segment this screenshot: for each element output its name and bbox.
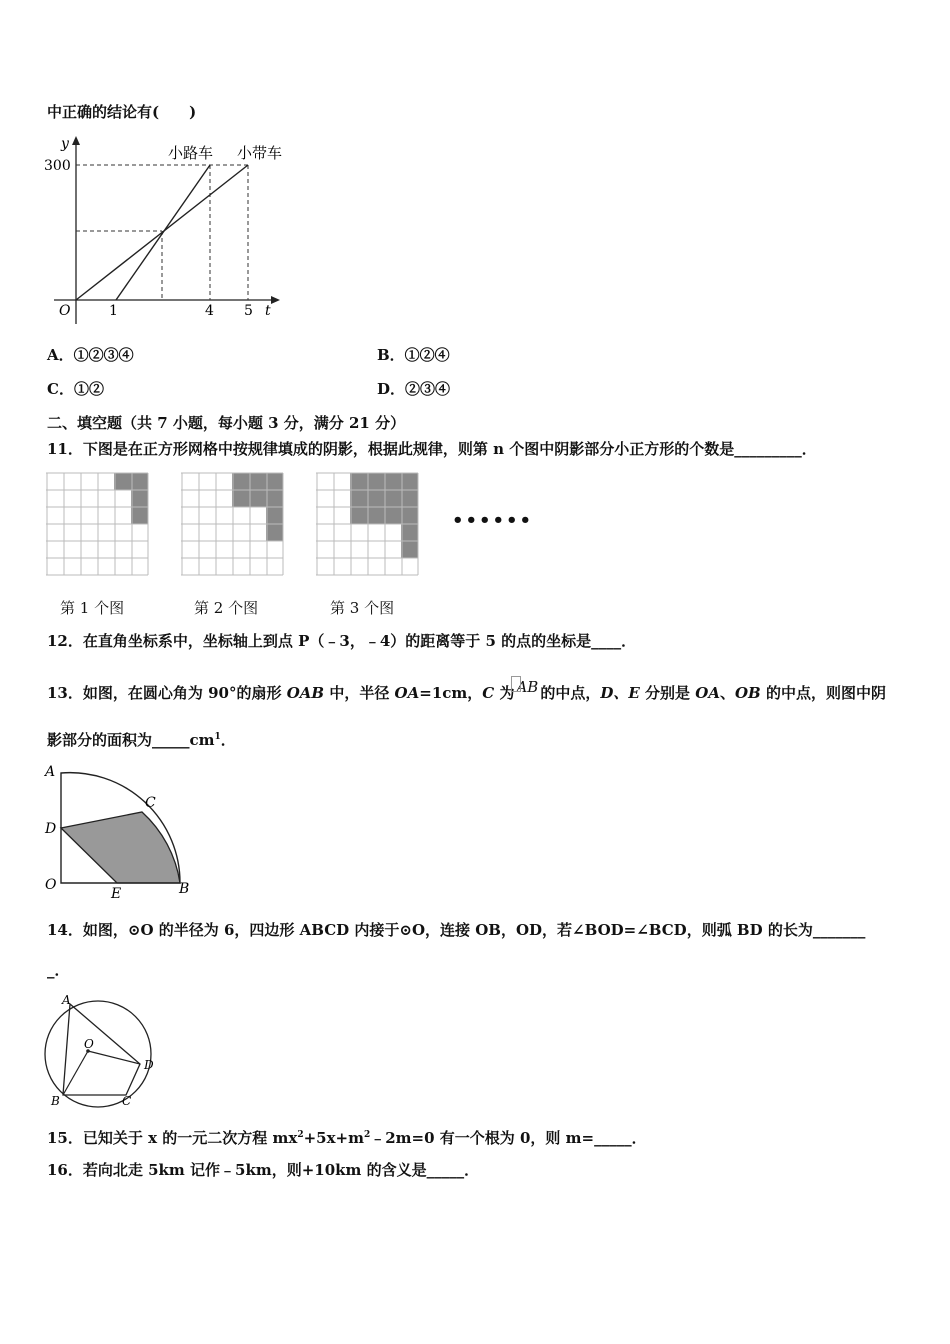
q13-text-line1: 13．如图，在圆心角为 90°的扇形 OAB 中，半径 OA=1cm，C 为 AB 的中点，D、E 分别是 OA、OB 的中点，则图中阴 [47, 678, 886, 702]
label-o: O [45, 877, 57, 893]
label-b: B [51, 1094, 60, 1108]
label-a: A [45, 764, 56, 780]
q14-circle-figure [40, 992, 165, 1110]
label-c: C [145, 795, 156, 811]
label-c: C [122, 1094, 132, 1108]
line-xiaodaiche [76, 165, 248, 300]
segment-ob [63, 1051, 88, 1095]
x-axis-arrow [271, 296, 280, 304]
q13-sector-figure [42, 762, 192, 900]
q14-text-line2: _． [47, 961, 70, 979]
q13-text-line2: 影部分的面积为$\_\_\_\_\_cm^1$． [47, 731, 236, 749]
y-tick-300: 300 [44, 158, 71, 174]
y-label: y [61, 136, 69, 152]
q11-caption-3: 第 3 个图 [330, 599, 395, 617]
q10-line-graph [40, 132, 300, 327]
option-d: D．②③④ [377, 380, 451, 398]
line-label-xiaodaiche: 小带车 [237, 144, 283, 162]
arc-ab: AB [516, 678, 539, 696]
t-label: t [265, 303, 271, 319]
x-tick-1: 1 [109, 303, 118, 319]
q11-grid-3 [316, 472, 426, 577]
continuation-dots: •••••• [452, 510, 534, 531]
quadrilateral-abcd [63, 1004, 140, 1095]
option-a: A．①②③④ [47, 346, 134, 364]
label-a: A [62, 993, 71, 1007]
q11-text: 11．下图是在正方形网格中按规律填成的阴影，根据此规律，则第 n 个图中阴影部分小正方形的个数是_________． [47, 440, 817, 458]
label-d: D [144, 1058, 154, 1072]
q11-caption-2: 第 2 个图 [194, 599, 259, 617]
line-xiaoluche [116, 165, 210, 300]
q12-text: 12．在直角坐标系中，坐标轴上到点 P（﹣3，﹣4）的距离等于 5 的点的坐标是____． [47, 632, 637, 650]
x-tick-5: 5 [244, 303, 253, 319]
line-label-xiaoluche: 小路车 [168, 144, 214, 162]
q11-caption-1: 第 1 个图 [60, 599, 125, 617]
origin-label: O [59, 303, 71, 319]
label-b: B [179, 881, 190, 897]
q10-stem: 中正确的结论有( ) [47, 103, 197, 121]
q11-grid-1 [46, 472, 156, 577]
q16-text: 16．若向北走 5km 记作﹣5km，则+10km 的含义是_____． [47, 1161, 480, 1179]
q14-text-line1: 14．如图，⊙O 的半径为 6，四边形 ABCD 内接于⊙O，连接 OB，OD，若∠BOD=∠BCD，则弧 BD 的长为_______ [47, 921, 866, 939]
x-tick-4: 4 [205, 303, 214, 319]
option-b: B．①②④ [377, 346, 450, 364]
option-c: C．①② [47, 380, 104, 398]
label-e: E [111, 886, 122, 900]
q11-grid-2 [181, 472, 291, 577]
section-title: 二、填空题（共 7 小题，每小题 3 分，满分 21 分） [47, 414, 406, 432]
label-d: D [45, 821, 57, 837]
label-o: O [84, 1037, 94, 1051]
q15-text: 15．已知关于 x 的一元二次方程 $mx^2+5x+m^2﹣2m=0$ 有一个根为 0，则 m=_____． [47, 1129, 647, 1147]
y-axis-arrow [72, 136, 80, 145]
